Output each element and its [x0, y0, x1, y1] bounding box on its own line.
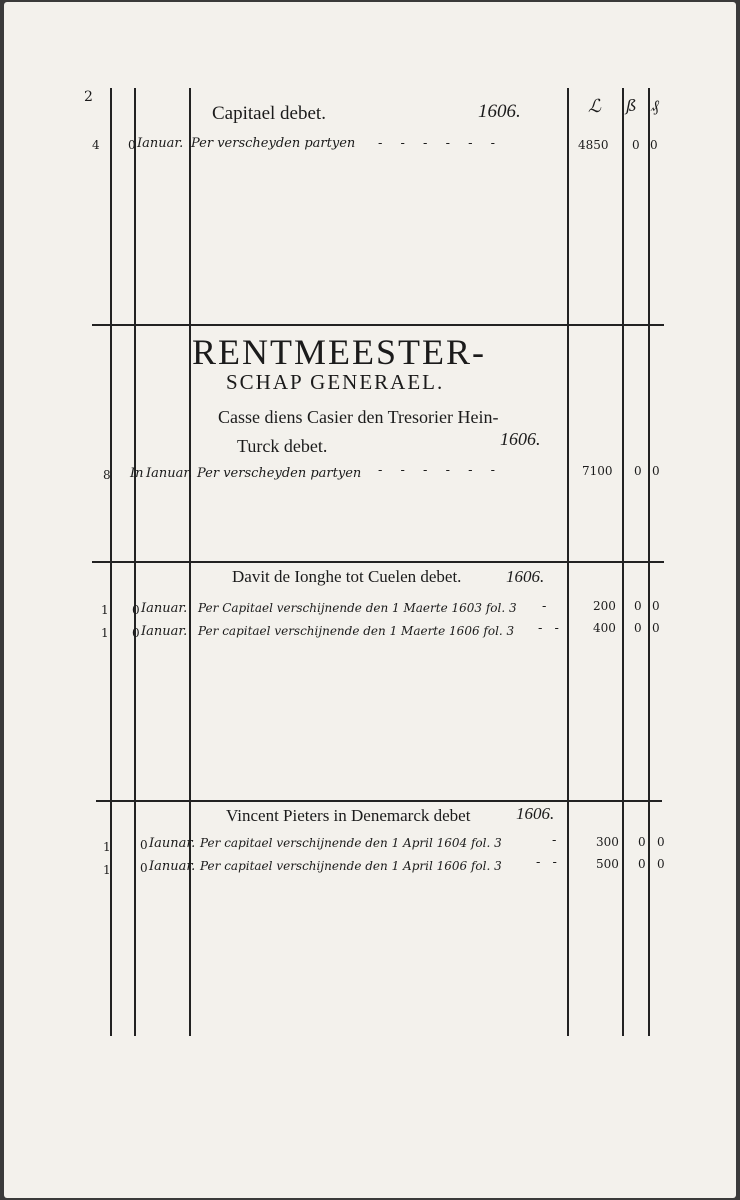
entry-dashes: - - — [538, 621, 559, 636]
capitael-year: 1606. — [478, 101, 521, 122]
entry-folio: 1 — [103, 840, 111, 854]
rentmeester-title: RENTMEESTER- — [192, 332, 486, 372]
ledger-page — [4, 2, 736, 1198]
entry-folio: 8 — [103, 468, 111, 482]
entry-folio: 1 — [103, 863, 111, 877]
entry-schillings: 0 — [638, 835, 646, 849]
section-rule — [92, 324, 664, 326]
vincent-heading: Vincent Pieters in Denemarck debet — [226, 806, 471, 825]
entry-day: In — [130, 466, 144, 481]
entry-pounds: 300 — [596, 835, 619, 849]
entry-dashes: - — [542, 599, 547, 614]
entry-schillings: 0 — [634, 464, 642, 478]
entry-dashes: - - — [536, 855, 557, 870]
entry-schillings: 0 — [634, 599, 642, 613]
entry-month: Ianuar. — [146, 466, 193, 481]
entry-pence: 0 — [650, 138, 658, 152]
entry-pence: 0 — [657, 857, 665, 871]
entry-day: 0 — [132, 603, 140, 617]
entry-folio: 4 — [92, 138, 100, 152]
entry-description: Per capitael verschijnende den 1 April 1606 fol. 3 — [200, 859, 502, 873]
rentmeester-subtitle: SCHAP GENERAEL. — [226, 370, 445, 394]
entry-schillings: 0 — [632, 138, 640, 152]
entry-pence: 0 — [652, 621, 660, 635]
entry-day: 0 — [140, 861, 148, 875]
entry-description: Per Capitael verschijnende den 1 Maerte 1603 fol. 3 — [198, 601, 517, 615]
entry-folio: 1 — [101, 626, 109, 640]
entry-pounds: 200 — [593, 599, 616, 613]
entry-pounds: 7100 — [582, 464, 613, 478]
entry-pence: 0 — [657, 835, 665, 849]
section-rule — [96, 800, 662, 802]
casse-heading-line1: Casse diens Casier den Tresorier Hein- — [218, 407, 499, 427]
entry-folio: 1 — [101, 603, 109, 617]
entry-description: Per capitael verschijnende den 1 Maerte 1606 fol. 3 — [198, 624, 515, 638]
entry-pounds: 400 — [593, 621, 616, 635]
entry-description: Per verscheyden partyen — [191, 136, 356, 151]
vincent-year: 1606. — [516, 804, 555, 823]
entry-pounds: 4850 — [578, 138, 609, 152]
section-rule — [92, 561, 664, 563]
entry-dashes: - - - - - - — [378, 463, 496, 478]
entry-schillings: 0 — [634, 621, 642, 635]
entry-month: Iaunar. — [149, 836, 196, 851]
entry-dashes: - — [552, 833, 557, 848]
capitael-heading: Capitael debet. — [212, 103, 326, 124]
schillings-header: ß — [626, 96, 637, 115]
entry-pence: 0 — [652, 464, 660, 478]
entry-pence: 0 — [652, 599, 660, 613]
entry-month: Ianuar. — [141, 624, 188, 639]
entry-day: 0 — [132, 626, 140, 640]
entry-dashes: - - - - - - — [378, 136, 496, 151]
entry-day: 0 — [128, 138, 136, 152]
page-number: 2 — [84, 89, 93, 105]
entry-description: Per verscheyden partyen — [197, 466, 362, 481]
entry-month: Ianuar. — [149, 859, 196, 874]
entry-month: Ianuar. — [141, 601, 188, 616]
casse-year: 1606. — [500, 429, 541, 449]
entry-month: Ianuar. — [137, 136, 184, 151]
entry-schillings: 0 — [638, 857, 646, 871]
entry-description: Per capitael verschijnende den 1 April 1604 fol. 3 — [200, 836, 502, 850]
pence-header: ₰ — [651, 96, 659, 115]
entry-day: 0 — [140, 838, 148, 852]
pounds-header: ℒ — [588, 96, 601, 117]
davit-year: 1606. — [506, 567, 545, 586]
casse-heading-line2: Turck debet. — [237, 436, 328, 456]
entry-pounds: 500 — [596, 857, 619, 871]
davit-heading: Davit de Ionghe tot Cuelen debet. — [232, 567, 462, 586]
